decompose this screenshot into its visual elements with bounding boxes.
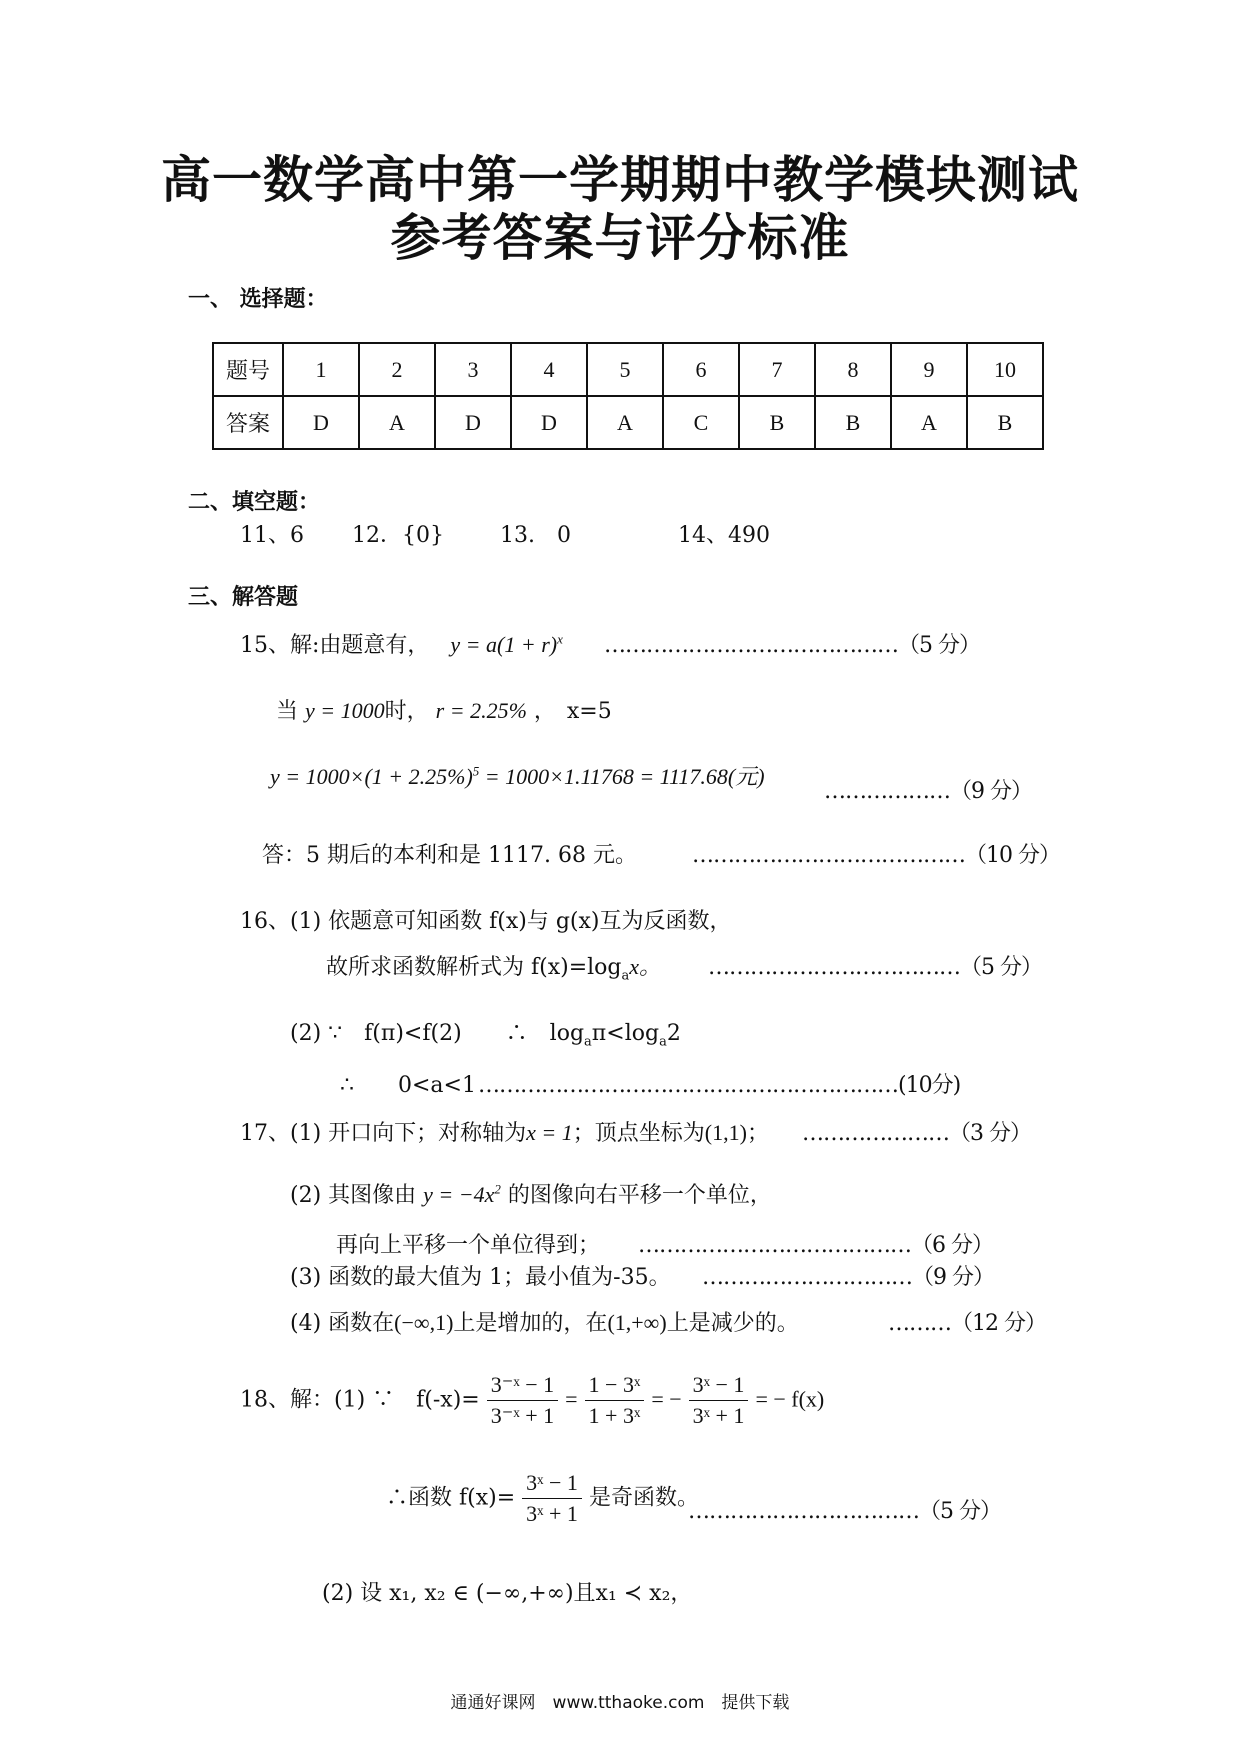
q15-line-3: $y = 1000\times(1 + 2.25\%)^5 = 1000\times 1.11768 = 1117.68$(元) [270,763,765,789]
q15-formula: $y = a(1 + r)^x$ [450,631,563,657]
table-cell: A [891,396,967,449]
table-cell: 4 [511,343,587,396]
q17-line-2: (2) 其图像由 $y = -4x^2$ 的图像向右平移一个单位， [290,1181,772,1208]
table-cell: 9 [891,343,967,396]
fill-answer-13: 13. 0 [500,523,571,548]
q16-line-3: (2) ∵ f(π)<f(2) ∴ $\log_a\pi<\log_a2$ [290,1021,681,1050]
table-cell: 6 [663,343,739,396]
table-cell: D [283,396,359,449]
q15-line-2: 当 y = 1000时， r = 2.25% ， x=5 [276,698,612,724]
table-cell: 5 [587,343,663,396]
fill-answer-12: 12．{0} [352,523,444,548]
q16-line-2: 故所求函数解析式为 $f(x)=\log_ax$。 [326,954,662,984]
q16-line-4: ∴ 0<a<1 [340,1073,476,1098]
table-row-answers [213,396,1043,449]
title-line-2: 参考答案与评分标准 [390,209,850,267]
answer-table [212,342,1044,450]
q15-score-2: ………………（9 分） [824,779,1032,804]
q16-score-2: ……………………………………………………(10分) [478,1073,961,1098]
q17-line-3: 再向上平移一个单位得到； [336,1233,601,1258]
section-choice-heading: 一、 选择题： [188,287,328,312]
table-cell: D [511,396,587,449]
q17-score-3: …………………………（9 分） [702,1265,994,1290]
table-row-numbers [213,343,1043,396]
q15-answer: 答：5 期后的本利和是 1117. 68 元。 [262,843,637,868]
q18-line-1: 18、解：(1) ∵ f(-x)= $\frac{\text{3⁻ˣ − 1}}{\text{3⁻ˣ + 1}}$ = $\frac{\text{1 − 3ˣ}}{\text{1 + 3ˣ}}$ = − $\frac{\text{3ˣ − 1}}{\text{3ˣ + 1}}$ = − f(x) [240,1372,825,1428]
table-cell: B [739,396,815,449]
section-solve-heading: 三、解答题 [188,585,299,610]
table-cell: A [359,396,435,449]
table-header-answer: 答案 [213,396,283,449]
q18-line-3: (2) 设 x₁, x₂ ∈ (−∞,+∞)且x₁ ≺ x₂， [322,1581,693,1606]
q15-intro: 15、解:由题意有， [240,633,430,658]
q17-score-2: …………………………………（6 分） [638,1233,993,1258]
table-cell: 8 [815,343,891,396]
q18-fraction-2: $\frac{\text{1 − 3ˣ}}{\text{1 + 3ˣ}}$ [585,1372,645,1429]
table-cell: 3 [435,343,511,396]
q17-score-1: …………………（3 分） [802,1121,1031,1146]
table-header-number: 题号 [213,343,283,396]
footer: 通通好课网 www.tthaoke.com 提供下载 [450,1693,790,1713]
table-cell: C [663,396,739,449]
q17-score-4: ………（12 分） [888,1311,1046,1336]
q17-line-1: 17、(1) 开口向下；对称轴为x = 1；顶点坐标为(1,1)； [240,1120,769,1146]
fill-answer-11: 11、6 [240,523,304,548]
table-cell: 10 [967,343,1043,396]
table-cell: 7 [739,343,815,396]
q18-line-2: ∴函数 f(x)= $\frac{\text{3ˣ − 1}}{\text{3ˣ + 1}}$ 是奇函数。 [386,1470,699,1526]
q15-score-3: …………………………………（10 分） [692,843,1060,868]
table-cell: B [815,396,891,449]
table-cell: B [967,396,1043,449]
fill-answer-14: 14、490 [678,523,770,548]
q18-fraction-4: $\frac{\text{3ˣ − 1}}{\text{3ˣ + 1}}$ [522,1470,582,1527]
q17-line-5: (4) 函数在(−∞,1)上是增加的，在(1,+∞)上是减少的。 [290,1310,799,1336]
q16-score-1: ………………………………（5 分） [708,955,1042,980]
table-cell: D [435,396,511,449]
title-line-1: 高一数学高中第一学期期中教学模块测试 [161,151,1079,209]
q15-score-1: ……………………………………（5 分） [604,633,980,658]
table-cell: A [587,396,663,449]
q15-line-1 [240,628,563,659]
q18-score-1: ……………………………（5 分） [688,1499,1001,1524]
table-cell: 1 [283,343,359,396]
q18-fraction-1: $\frac{\text{3⁻ˣ − 1}}{\text{3⁻ˣ + 1}}$ [487,1372,558,1429]
q17-line-4: (3) 函数的最大值为 1；最小值为-35。 [290,1265,671,1290]
q16-line-1: 16、(1) 依题意可知函数 f(x)与 g(x)互为反函数， [240,909,732,934]
q18-fraction-3: $\frac{\text{3ˣ − 1}}{\text{3ˣ + 1}}$ [689,1372,749,1429]
table-cell: 2 [359,343,435,396]
section-fill-heading: 二、填空题： [188,490,321,515]
